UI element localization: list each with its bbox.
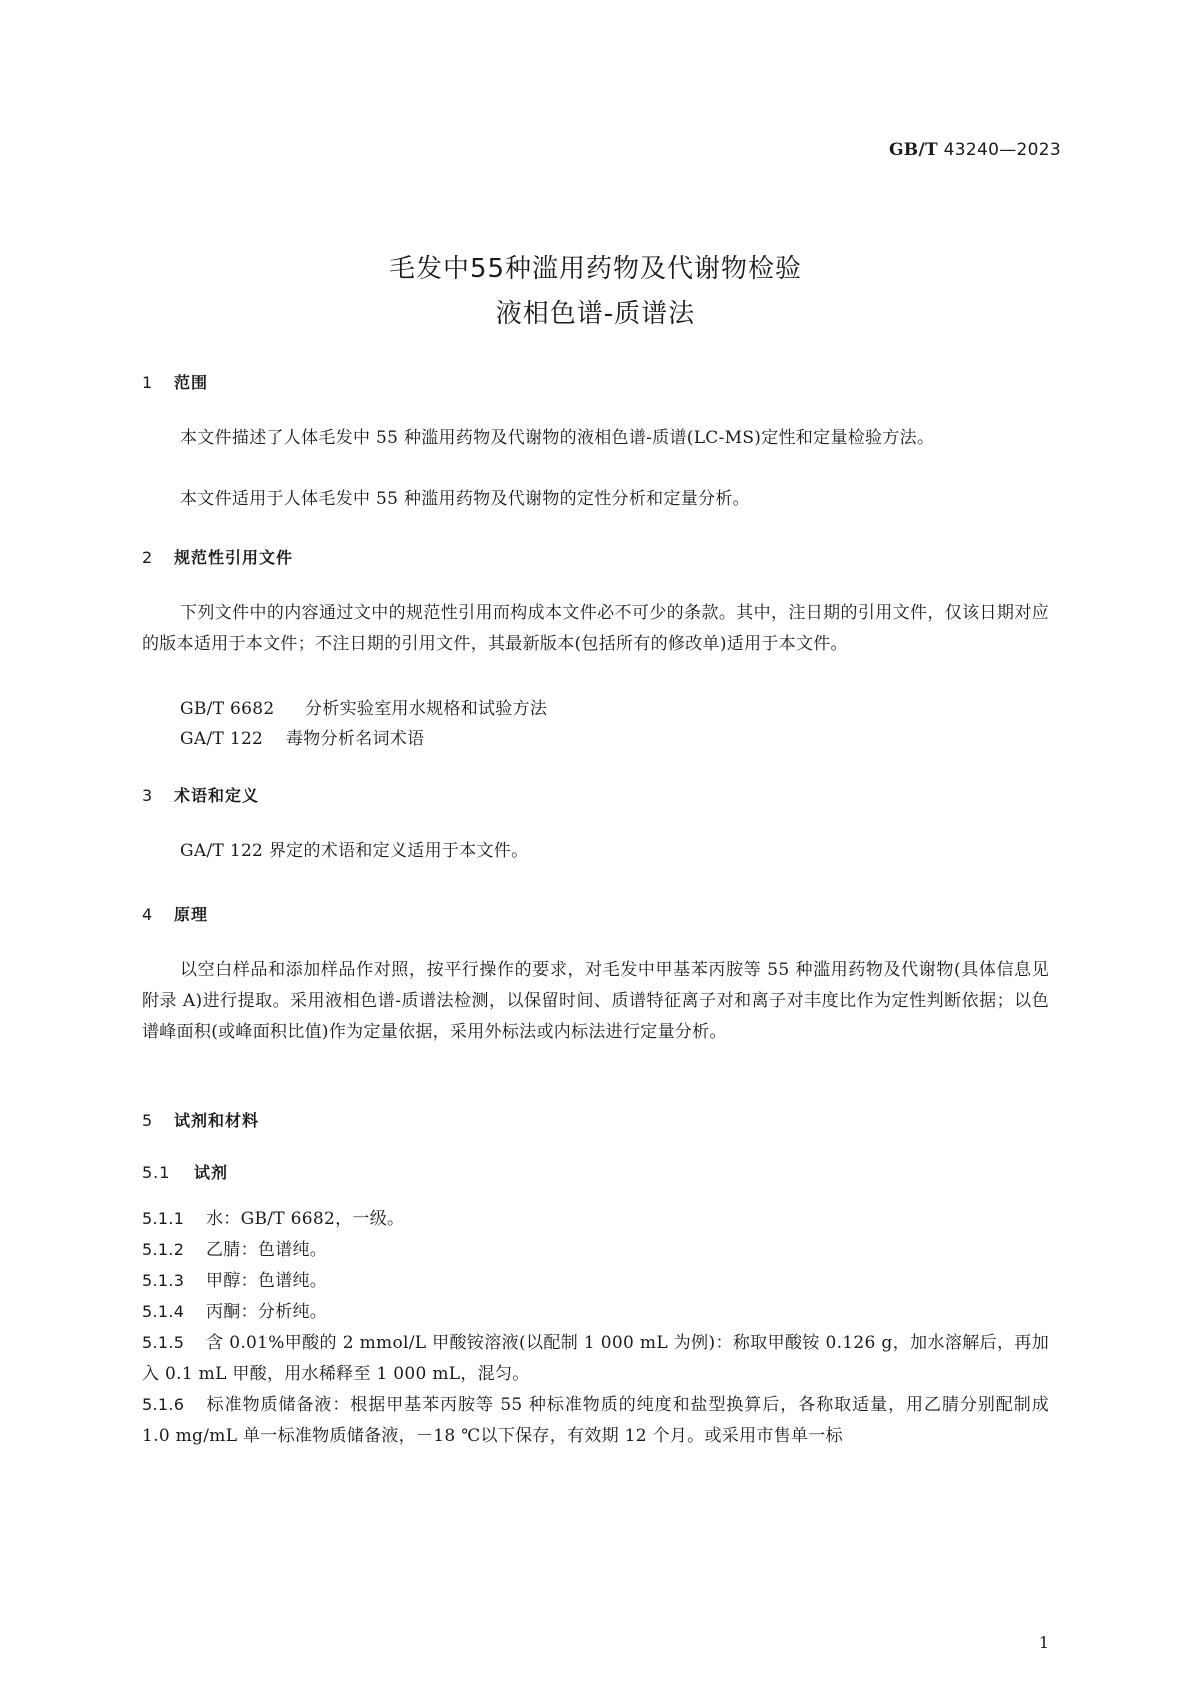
section-2-paragraph-1: 下列文件中的内容通过文中的规范性引用而构成本文件必不可少的条款。其中，注日期的引用文件，仅该日期对应的版本适用于本文件；不注日期的引用文件，其最新版本(包括所有的修改单)适用于本文件。 (142, 603, 1049, 654)
reagent-item: 5.1.3 甲醇：色谱纯。 (142, 1271, 328, 1291)
section-5-heading: 5 试剂和材料 (142, 1111, 260, 1130)
section-3-heading: 3 术语和定义 (142, 786, 260, 805)
section-2-heading: 2 规范性引用文件 (142, 548, 294, 567)
section-4-heading: 4 原理 (142, 905, 209, 924)
section-1-heading: 1 范围 (142, 373, 209, 392)
normative-reference: GB/T 6682 分析实验室用水规格和试验方法 (180, 699, 548, 719)
section-3-paragraph-1: GA/T 122 界定的术语和定义适用于本文件。 (180, 841, 529, 861)
reagent-item: 5.1.5 含 0.01%甲酸的 2 mmol/L 甲酸铵溶液(以配制 1 000 mL 为例)：称取甲酸铵 0.126 g，加水溶解后，再加入 0.1 mL 甲酸，用水稀释至 1 000 mL，混匀。 (142, 1333, 1049, 1384)
document-title-line2: 液相色谱-质谱法 (495, 299, 696, 329)
normative-reference: GA/T 122 毒物分析名词术语 (180, 729, 425, 749)
section-4-paragraph-1: 以空白样品和添加样品作对照，按平行操作的要求，对毛发中甲基苯丙胺等 55 种滥用药物及代谢物(具体信息见附录 A)进行提取。采用液相色谱-质谱法检测，以保留时间、质谱特征离子对和离子对丰度比作为定性判断依据；以色谱峰面积(或峰面积比值)作为定量依据，采用外标法或内标法进行定量分析。 (142, 960, 1049, 1042)
reagent-item: 5.1.1 水：GB/T 6682，一级。 (142, 1209, 405, 1229)
reagent-item: 5.1.6 标准物质储备液：根据甲基苯丙胺等 55 种标准物质的纯度和盐型换算后，各称取适量，用乙腈分别配制成 1.0 mg/mL 单一标准物质储备液，－18 ℃以下保存，有效期 12 个月。或采用市售单一标 (142, 1395, 1049, 1446)
section-1-paragraph-2: 本文件适用于人体毛发中 55 种滥用药物及代谢物的定性分析和定量分析。 (180, 489, 750, 509)
section-1-paragraph-1: 本文件描述了人体毛发中 55 种滥用药物及代谢物的液相色谱-质谱(LC-MS)定性和定量检验方法。 (180, 428, 935, 448)
reagent-item: 5.1.4 丙酮：分析纯。 (142, 1302, 328, 1322)
standard-number: GB/T 43240—2023 (888, 140, 1061, 160)
document-title-line1: 毛发中55种滥用药物及代谢物检验 (388, 254, 803, 284)
subsection-5-1-heading: 5.1 试剂 (142, 1163, 229, 1182)
reagent-item: 5.1.2 乙腈：色谱纯。 (142, 1240, 328, 1260)
page-number: 1 (1038, 1633, 1049, 1652)
